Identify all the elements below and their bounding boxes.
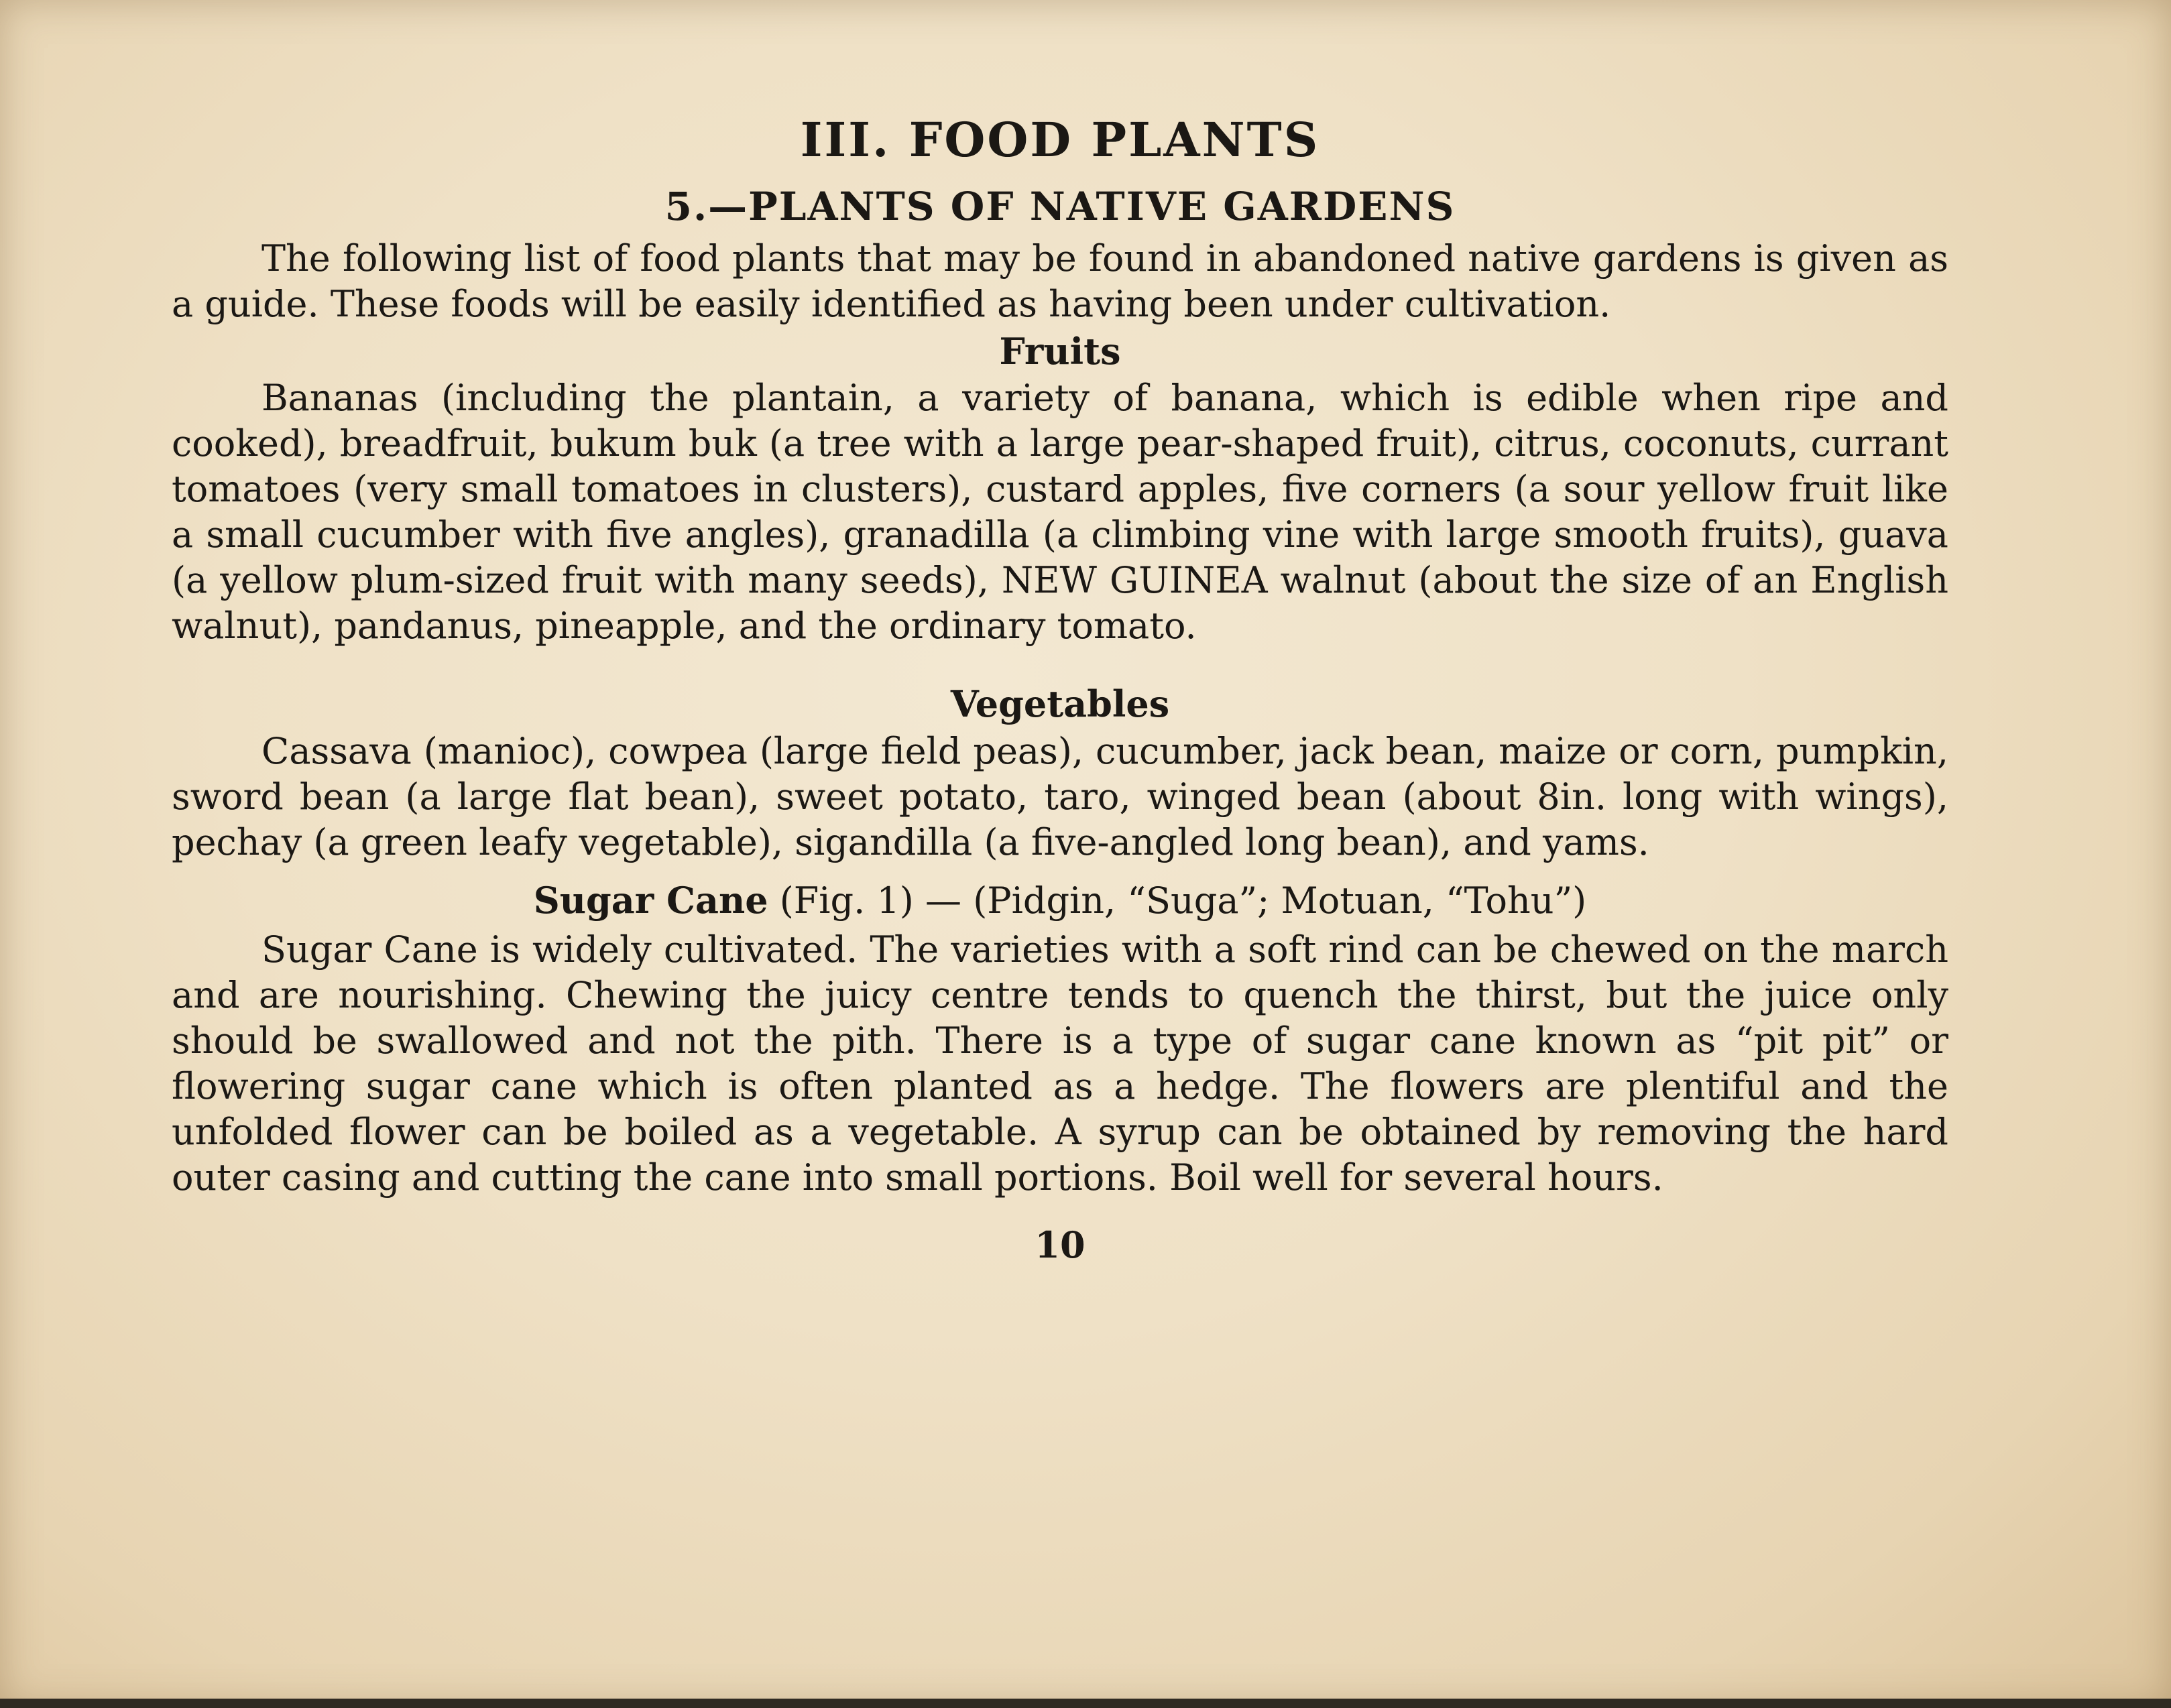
sugar-cane-heading-rest: (Fig. 1) — (Pidgin, “Suga”; Motuan, “Tohu”) [768,879,1587,922]
page-number: 10 [1035,1223,1086,1267]
chapter-title: III. FOOD PLANTS [800,112,1320,168]
section-title: 5.—PLANTS OF NATIVE GARDENS [664,184,1456,229]
vegetables-heading: Vegetables [950,682,1170,726]
page-content [172,114,1948,1266]
fruits-heading: Fruits [999,329,1121,373]
sugar-cane-heading-bold: Sugar Cane [533,879,768,922]
sugar-cane-paragraph: Sugar Cane is widely cultivated. The varieties with a soft rind can be chewed on the march and are nourishing. Chewing the juicy centre tends to quench the thirst, but the juice only should be swallowed and not the pith. There is a type of sugar cane known as “pit pit” or flowering sugar cane which is often planted as a hedge. The flowers are plentiful and the unfolded flower can be boiled as a vegetable. A syrup can be obtained by removing the hard outer casing and cutting the cane into small portions. Boil well for several hours. [172,928,1948,1199]
vegetables-paragraph: Cassava (manioc), cowpea (large field peas), cucumber, jack bean, maize or corn, pumpkin, sword bean (a large flat bean), sweet potato, taro, winged bean (about 8in. long with wings), pechay (a green leafy vegetable), sigandilla (a five-angled long bean), and yams. [172,730,1948,864]
sugar-cane-heading [172,879,1948,923]
intro-paragraph: The following list of food plants that may be found in abandoned native gardens is given as a guide. These foods will be easily identified as having been under cultivation. [172,237,1948,325]
fruits-paragraph: Bananas (including the plantain, a variety of banana, which is edible when ripe and cooked), breadfruit, bukum buk (a tree with a large pear-shaped fruit), citrus, coconuts, currant tomatoes (very small tomatoes in clusters), custard apples, five corners (a sour yellow fruit like a small cucumber with five angles), granadilla (a climbing vine with large smooth fruits), guava (a yellow plum-sized fruit with many seeds), NEW GUINEA walnut (about the size of an English walnut), pandanus, pineapple, and the ordinary tomato. [172,377,1948,648]
spacer [172,649,1948,680]
